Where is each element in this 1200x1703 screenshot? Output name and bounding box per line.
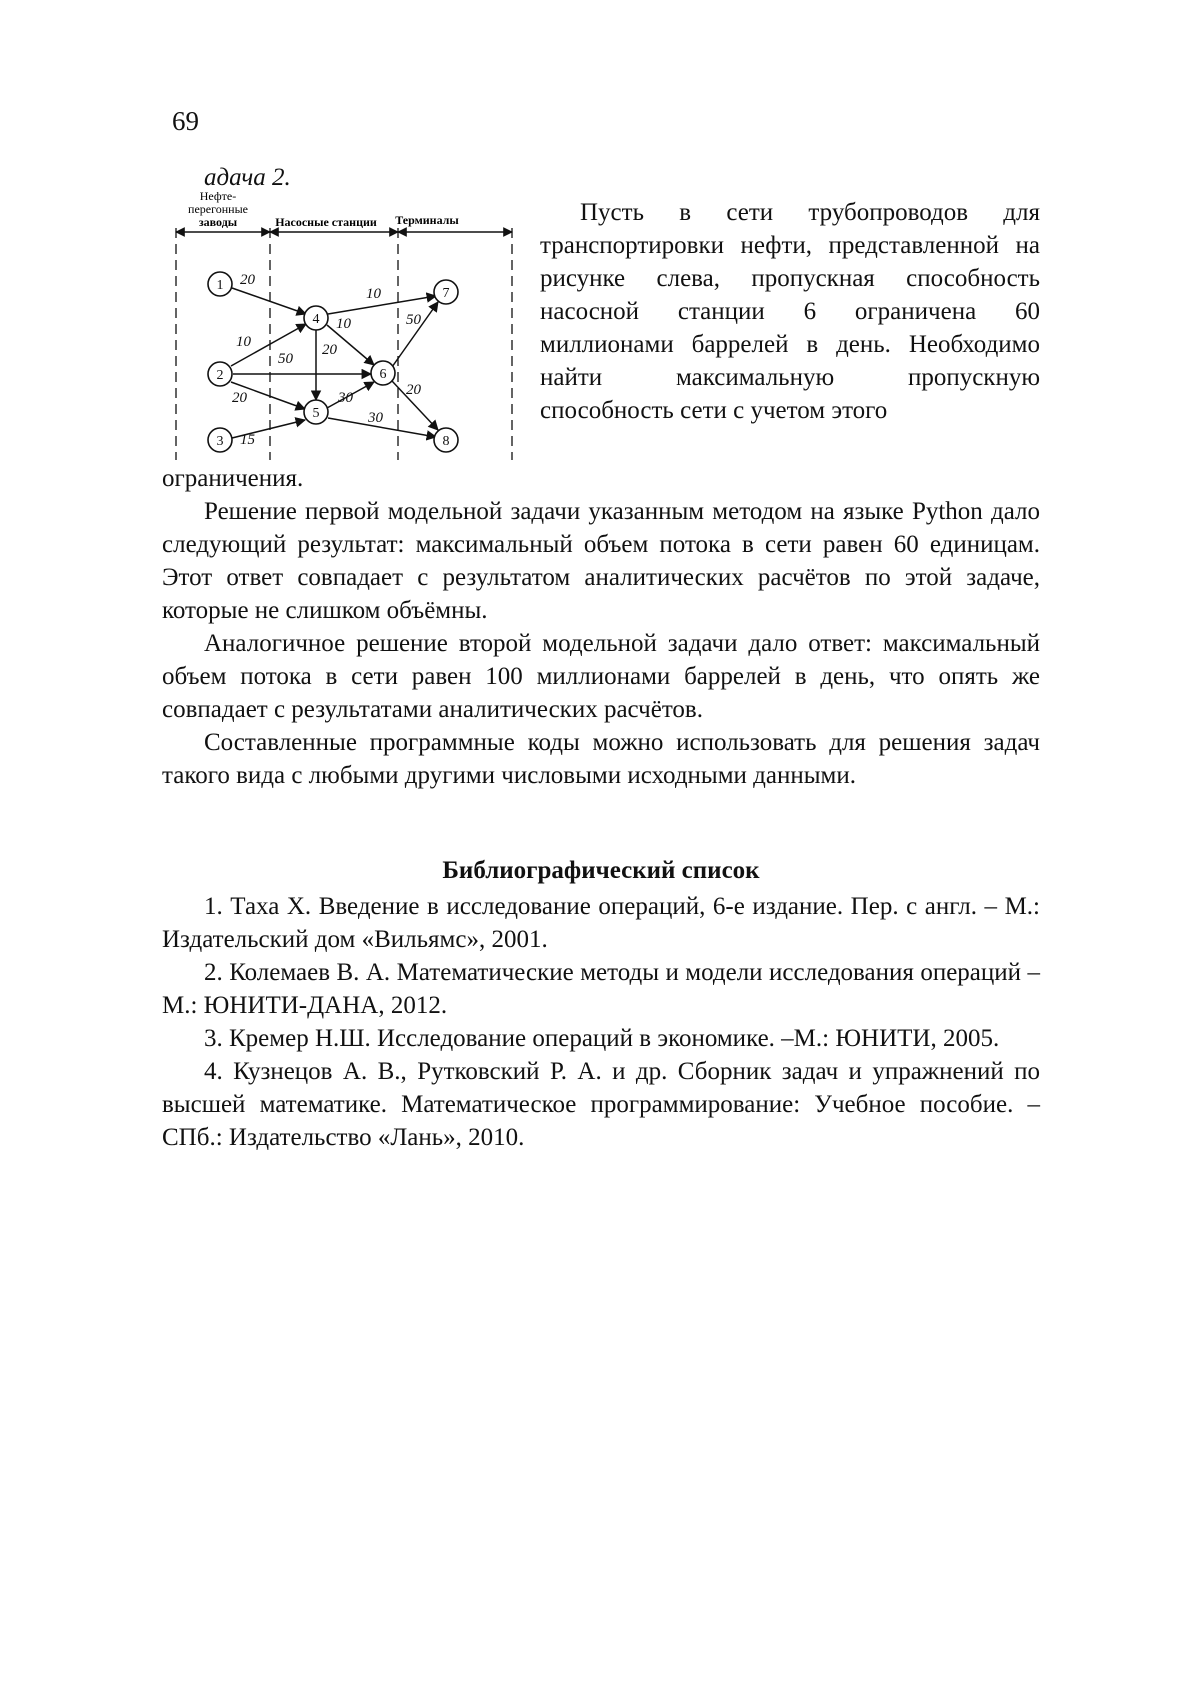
- edge-label-6-7: 50: [406, 312, 422, 328]
- bibliography-title: Библиографический список: [162, 857, 1040, 885]
- header-terminals: Терминалы: [395, 213, 459, 227]
- body-paragraph-2-wrap: [162, 627, 1040, 726]
- intro-continuation: [162, 462, 1040, 495]
- node-label-7: 7: [443, 286, 450, 301]
- task-label: адача 2.: [204, 164, 291, 192]
- body-paragraph-1-wrap: [162, 495, 1040, 627]
- body-paragraph-1: Решение первой модельной задачи указанным методом на языке Python дало следующий результат: максимальный объем потока в сети равен 60 единицам. Этот ответ совпадает с результатом аналитических расчётов по этой задаче, которые не слишком объёмны.: [162, 495, 1040, 627]
- edge-label-5-8: 30: [367, 410, 384, 426]
- bibliography-item-4: 4. Кузнецов А. В., Рутковский Р. А. и др. Сборник задач и упражнений по высшей математике. Математическое программирование: Учебное пособие. – СПб.: Издательство «Лань», 2010.: [162, 1055, 1040, 1154]
- edge-label-2-5: 20: [232, 390, 248, 406]
- bibliography-list: [162, 890, 1040, 1154]
- edge-label-4-6: 10: [336, 316, 352, 332]
- node-label-8: 8: [443, 434, 450, 449]
- edge-label-5-6: 30: [337, 390, 354, 406]
- edge-label-4-5: 20: [322, 342, 338, 358]
- header-refineries-2: перегонные: [188, 202, 248, 216]
- header-pumps: Насосные станции: [275, 215, 377, 229]
- edge-1-4: [232, 288, 306, 314]
- pipeline-network-figure: [174, 190, 526, 465]
- node-label-1: 1: [217, 278, 224, 293]
- bibliography-item-2: 2. Колемаев В. А. Математические методы и модели исследования операций – М.: ЮНИТИ-ДАНА, 2012.: [162, 956, 1040, 1022]
- edge-label-4-7: 10: [366, 286, 382, 302]
- node-label-6: 6: [380, 367, 387, 382]
- bibliography-item-1: 1. Таха Х. Введение в исследование операций, 6-е издание. Пер. с англ. – М.: Издательский дом «Вильямс», 2001.: [162, 890, 1040, 956]
- header-refineries-1: Нефте-: [200, 190, 236, 203]
- body-paragraph-2: Аналогичное решение второй модельной задачи дало ответ: максимальный объем потока в сети равен 100 миллионами баррелей в день, что опять же совпадает с результатами аналитических расчётов.: [162, 627, 1040, 726]
- node-label-3: 3: [217, 434, 224, 449]
- network-diagram: [174, 190, 526, 465]
- body-paragraph-3-wrap: [162, 726, 1040, 792]
- edge-label-1-4: 20: [240, 272, 256, 288]
- node-label-2: 2: [217, 368, 224, 383]
- edge-label-6-8: 20: [406, 382, 422, 398]
- body-paragraph-3: Составленные программные коды можно использовать для решения задач такого вида с любыми другими числовыми исходными данными.: [162, 726, 1040, 792]
- page-number: 69: [172, 106, 199, 137]
- intro-paragraph: Пусть в сети трубопроводов для транспортировки нефти, представленной на рисунке слева, пропускная способность насосной станции 6 ограничена 60 миллионами баррелей в день. Необходимо найти максимальную пропускную способность сети с учетом этого: [540, 196, 1040, 427]
- intro-continuation-text: ограничения.: [162, 462, 1040, 495]
- edge-label-2-4: 10: [236, 334, 252, 350]
- edge-label-3-5: 15: [240, 432, 256, 448]
- header-refineries-3: заводы: [199, 215, 238, 229]
- edge-label-2-6: 50: [278, 351, 294, 367]
- bibliography-item-3: 3. Кремер Н.Ш. Исследование операций в экономике. –М.: ЮНИТИ, 2005.: [162, 1022, 1040, 1055]
- node-label-4: 4: [313, 312, 320, 327]
- node-label-5: 5: [313, 406, 320, 421]
